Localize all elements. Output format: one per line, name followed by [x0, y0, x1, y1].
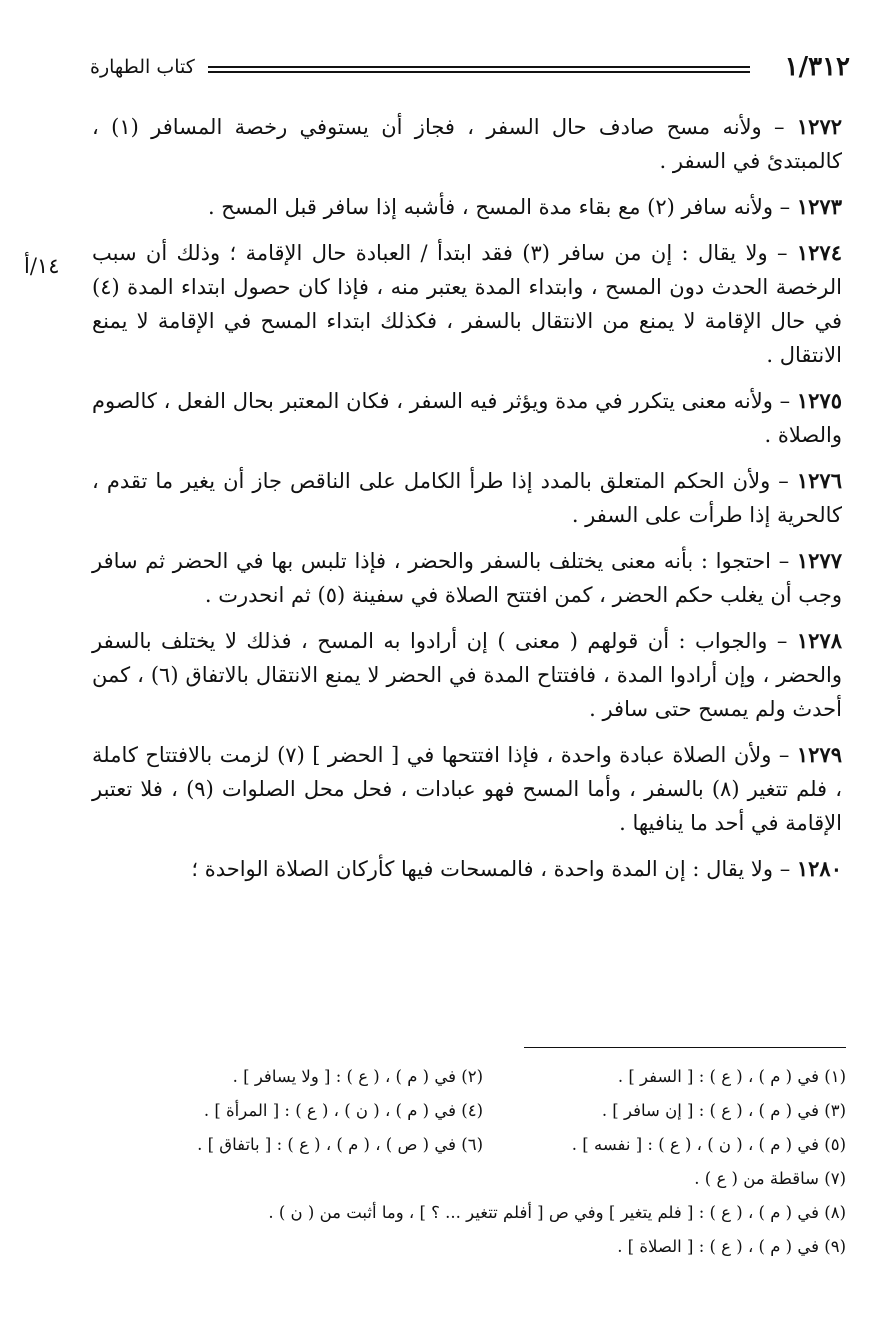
- paragraph: [92, 852, 842, 886]
- paragraph-text: – والجواب : أن قولهم ( معنى ) إن أرادوا به المسح ، فذلك لا يختلف بالسفر والحضر ، وإن أرادوا المدة ، فافتتاح المدة في الحضر لا يمنع الانتقال بالاتفاق (٦) ، كمن أحدث ولم يمسح حتى سافر .: [92, 629, 842, 721]
- footnote-row: [120, 1128, 846, 1162]
- paragraph-number: ١٢٧٦: [796, 468, 842, 493]
- paragraph: [92, 544, 842, 612]
- paragraph-number: ١٢٨٠: [796, 856, 842, 881]
- paragraph-number: ١٢٧٧: [796, 548, 842, 573]
- paragraph: [92, 110, 842, 178]
- footnote: (٩) في ( م ) ، ( ع ) : [ الصلاة ] .: [617, 1237, 846, 1256]
- paragraph-text: – ولا يقال : إن المدة واحدة ، فالمسحات فيها كأركان الصلاة الواحدة ؛: [191, 857, 797, 881]
- paragraph: [92, 190, 842, 224]
- paragraph-text: – احتجوا : بأنه معنى يختلف بالسفر والحضر ، فإذا تلبس بها في الحضر ثم سافر وجب أن يغلب حكم الحضر ، كمن افتتح الصلاة في سفينة (٥) ثم انحدرت .: [92, 549, 842, 607]
- paragraph-number: ١٢٧٩: [796, 742, 842, 767]
- paragraph-text: – ولا يقال : إن من سافر (٣) فقد ابتدأ / العبادة حال الإقامة ؛ وذلك أن سبب الرخصة الحدث دون المسح ، وابتداء المدة يعتبر منه ، فإذا كان حصول ابتداء المدة (٤) في حال الإقامة لا يمنع من الانتقال بالسفر ، فكذلك ابتداء المسح في الإقامة لا يمنع الانتقال .: [92, 241, 842, 367]
- paragraph-text: – ولأن الحكم المتعلق بالمدد إذا طرأ الكامل على الناقص جاز أن يغير ما تقدم ، كالحرية إذا طرأت على السفر .: [92, 469, 842, 527]
- footnote-separator: [524, 1047, 846, 1048]
- margin-folio-marker: ١٤/أ: [24, 254, 60, 278]
- footnote: (١) في ( م ) ، ( ع ) : [ السفر ] .: [617, 1067, 846, 1086]
- book-title: كتاب الطهارة: [90, 56, 195, 78]
- page-number: ١/٣١٢: [784, 52, 850, 82]
- paragraph: [92, 464, 842, 532]
- paragraph-number: ١٢٧٥: [796, 388, 842, 413]
- footnote: (٥) في ( م ) ، ( ن ) ، ( ع ) : [ نفسه ] .: [571, 1135, 846, 1154]
- footnote: (٣) في ( م ) ، ( ع ) : [ إن سافر ] .: [601, 1101, 846, 1120]
- paragraph-text: – ولأنه معنى يتكرر في مدة ويؤثر فيه السفر ، فكان المعتبر بحال الفعل ، كالصوم والصلاة .: [92, 389, 842, 447]
- footnotes: [120, 1060, 846, 1264]
- paragraph-text: – ولأن الصلاة عبادة واحدة ، فإذا افتتحها في [ الحضر ] (٧) لزمت بالافتتاح كاملة ، فلم تتغير (٨) بالسفر ، وأما المسح فهو عبادات ، فحل محل الصلوات (٩) ، فلا تعتبر الإقامة في أحد ما ينافيها .: [92, 743, 842, 835]
- paragraph-number: ١٢٧٣: [796, 194, 842, 219]
- footnote-row: [120, 1060, 846, 1094]
- paragraph: [92, 738, 842, 840]
- footnote-row: [120, 1196, 846, 1230]
- footnote: (٧) ساقطة من ( ع ) .: [694, 1169, 846, 1188]
- paragraph: [92, 236, 842, 372]
- paragraph-number: ١٢٧٤: [796, 240, 842, 265]
- paragraph: [92, 384, 842, 452]
- header-rule: [208, 66, 750, 73]
- footnote-row: [120, 1162, 846, 1196]
- footnote: (٢) في ( م ) ، ( ع ) : [ ولا يسافر ] .: [232, 1067, 483, 1086]
- footnote: (٤) في ( م ) ، ( ن ) ، ( ع ) : [ المرأة ] .: [203, 1101, 483, 1120]
- main-text: [92, 110, 842, 898]
- footnote: (٦) في ( ص ) ، ( م ) ، ( ع ) : [ باتفاق ] .: [197, 1135, 483, 1154]
- footnote-row: [120, 1230, 846, 1264]
- footnote-row: [120, 1094, 846, 1128]
- footnote: (٨) في ( م ) ، ( ع ) : [ فلم يتغير ] وفي ص [ أفلم تتغير ... ؟ ] ، وما أثبت من ( ن ) .: [268, 1203, 846, 1222]
- paragraph-text: – ولأنه سافر (٢) مع بقاء مدة المسح ، فأشبه إذا سافر قبل المسح .: [207, 195, 797, 219]
- paragraph: [92, 624, 842, 726]
- paragraph-number: ١٢٧٢: [796, 114, 843, 139]
- paragraph-number: ١٢٧٨: [796, 628, 842, 653]
- page-header: [90, 52, 850, 92]
- paragraph-text: – ولأنه مسح صادف حال السفر ، فجاز أن يستوفي رخصة المسافر (١) ، كالمبتدئ في السفر .: [92, 115, 842, 173]
